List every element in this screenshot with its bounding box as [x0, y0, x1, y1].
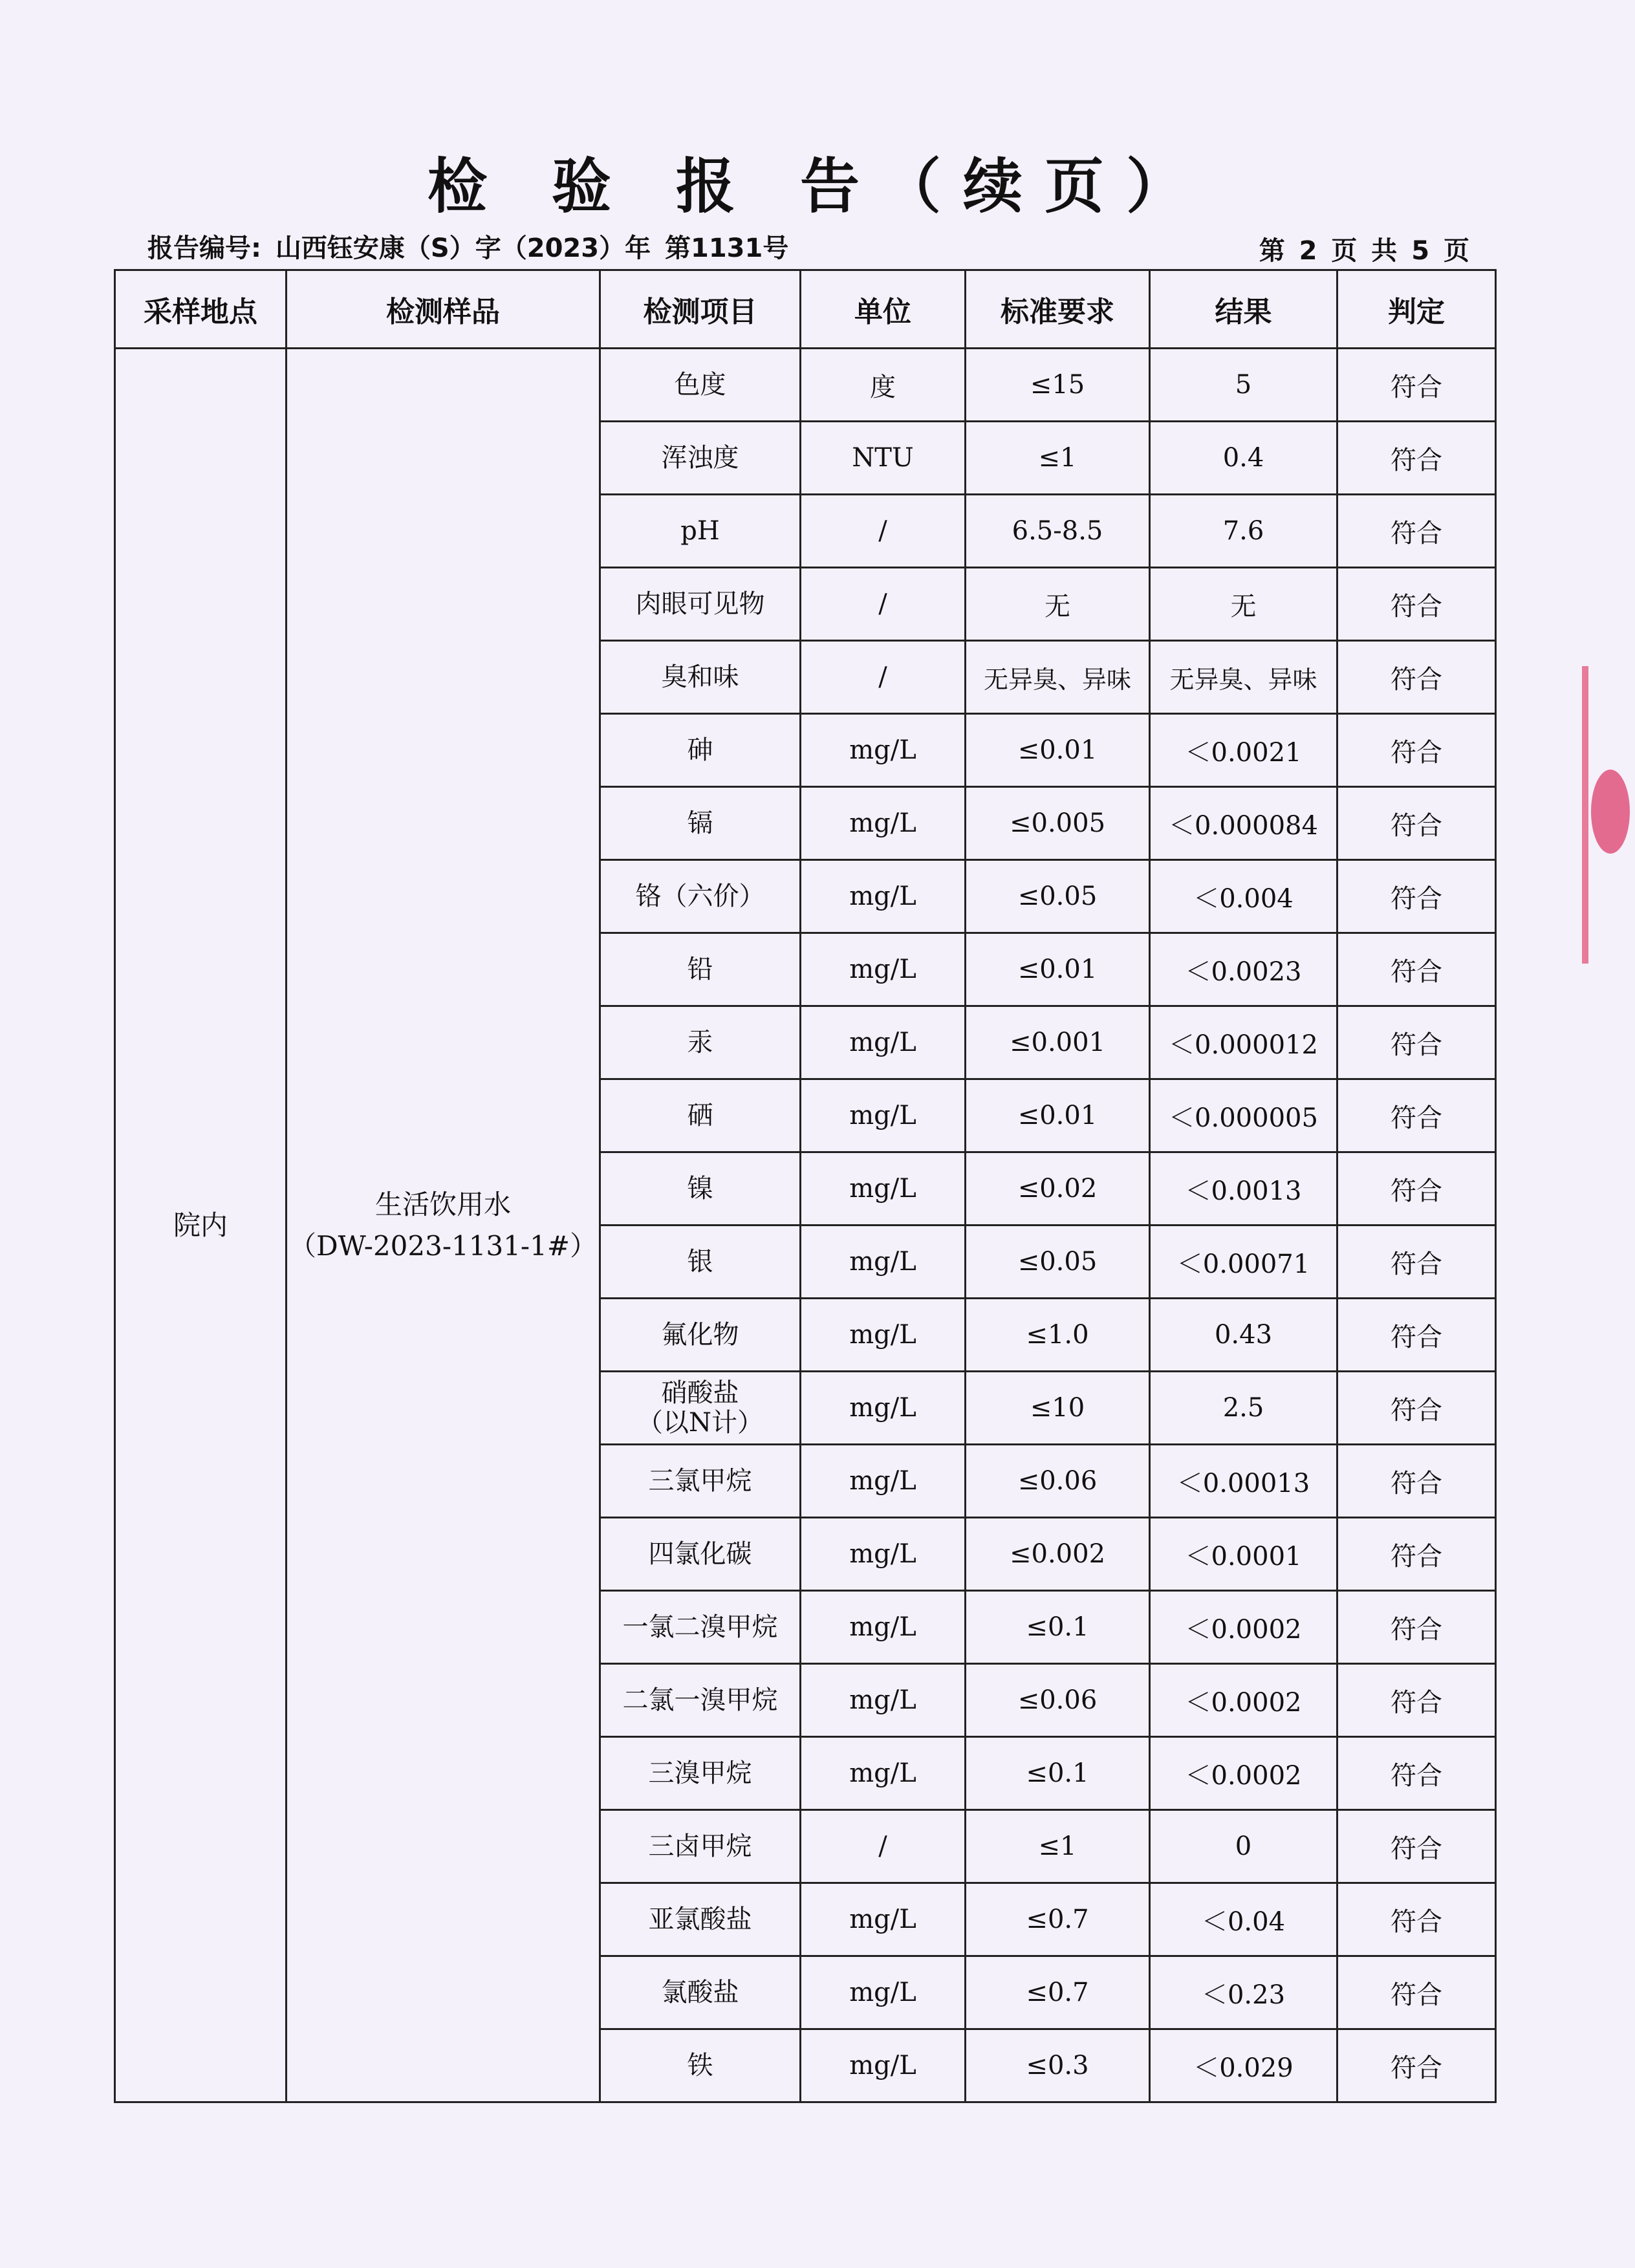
sample-code: （DW-2023-1131-1#） — [288, 1229, 598, 1262]
unit-cell: mg/L — [801, 1372, 966, 1445]
result-cell: 0.4 — [1150, 422, 1337, 495]
header-unit: 单位 — [801, 270, 966, 349]
standard-cell: ≤0.02 — [966, 1152, 1150, 1226]
sampling-site-cell: 院内 — [115, 349, 287, 2102]
unit-cell: mg/L — [801, 1737, 966, 1810]
verdict-cell: 符合 — [1337, 1299, 1496, 1372]
item-name-note: （以N计） — [637, 1408, 763, 1438]
standard-cell: ≤0.7 — [966, 1956, 1150, 2029]
unit-cell: mg/L — [801, 860, 966, 933]
standard-cell: ≤0.05 — [966, 1226, 1150, 1299]
unit-cell: mg/L — [801, 1591, 966, 1664]
unit-cell: mg/L — [801, 787, 966, 860]
item-cell: 三氯甲烷 — [600, 1445, 801, 1518]
standard-cell: ≤10 — [966, 1372, 1150, 1445]
verdict-cell: 符合 — [1337, 1445, 1496, 1518]
header-verdict: 判定 — [1337, 270, 1496, 349]
standard-cell: ≤1.0 — [966, 1299, 1150, 1372]
unit-cell: mg/L — [801, 1664, 966, 1737]
item-cell: 镉 — [600, 787, 801, 860]
item-cell: 铁 — [600, 2029, 801, 2102]
item-cell: 三溴甲烷 — [600, 1737, 801, 1810]
result-cell: ＜0.004 — [1150, 860, 1337, 933]
verdict-cell: 符合 — [1337, 2029, 1496, 2102]
standard-cell: ≤0.1 — [966, 1591, 1150, 1664]
item-cell: 硒 — [600, 1079, 801, 1152]
unit-cell: mg/L — [801, 1518, 966, 1591]
item-cell: 肉眼可见物 — [600, 568, 801, 641]
standard-cell: 无异臭、异味 — [966, 641, 1150, 714]
item-cell: 氯酸盐 — [600, 1956, 801, 2029]
verdict-cell: 符合 — [1337, 568, 1496, 641]
header-row — [115, 270, 1496, 349]
result-cell: ＜0.0023 — [1150, 933, 1337, 1006]
standard-cell: ≤0.01 — [966, 1079, 1150, 1152]
report-number-label: 报告编号: — [147, 233, 261, 263]
unit-cell: mg/L — [801, 1152, 966, 1226]
red-stamp-mark — [1591, 770, 1630, 854]
unit-cell: mg/L — [801, 714, 966, 787]
report-number — [147, 228, 794, 265]
page-info: 第 2 页 共 5 页 — [1259, 236, 1472, 266]
header-sampling-site: 采样地点 — [115, 270, 287, 349]
verdict-cell: 符合 — [1337, 1956, 1496, 2029]
item-name: 硝酸盐 — [661, 1378, 739, 1408]
result-cell: ＜0.0002 — [1150, 1664, 1337, 1737]
standard-cell: ≤1 — [966, 1810, 1150, 1883]
unit-cell: mg/L — [801, 1883, 966, 1956]
item-cell: 铅 — [600, 933, 801, 1006]
result-cell: ＜0.0001 — [1150, 1518, 1337, 1591]
unit-cell: / — [801, 641, 966, 714]
verdict-cell: 符合 — [1337, 349, 1496, 422]
result-cell: ＜0.04 — [1150, 1883, 1337, 1956]
unit-cell: mg/L — [801, 1006, 966, 1079]
standard-cell: 无 — [966, 568, 1150, 641]
result-cell: 7.6 — [1150, 495, 1337, 568]
result-cell: ＜0.0002 — [1150, 1737, 1337, 1810]
standard-cell: ≤0.05 — [966, 860, 1150, 933]
verdict-cell: 符合 — [1337, 787, 1496, 860]
unit-cell: / — [801, 495, 966, 568]
verdict-cell: 符合 — [1337, 1372, 1496, 1445]
unit-cell: / — [801, 568, 966, 641]
result-cell: ＜0.00071 — [1150, 1226, 1337, 1299]
table-row — [115, 349, 1496, 422]
item-cell: 镍 — [600, 1152, 801, 1226]
sample-cell — [287, 349, 600, 2102]
report-number-no: 第1131号 — [665, 233, 789, 263]
verdict-cell: 符合 — [1337, 1737, 1496, 1810]
unit-cell: mg/L — [801, 2029, 966, 2102]
verdict-cell: 符合 — [1337, 1006, 1496, 1079]
unit-cell: mg/L — [801, 1445, 966, 1518]
standard-cell: ≤0.001 — [966, 1006, 1150, 1079]
verdict-cell: 符合 — [1337, 1810, 1496, 1883]
item-cell: 铬（六价） — [600, 860, 801, 933]
item-cell: 氟化物 — [600, 1299, 801, 1372]
result-cell: ＜0.0013 — [1150, 1152, 1337, 1226]
result-cell: ＜0.0021 — [1150, 714, 1337, 787]
header-standard: 标准要求 — [966, 270, 1150, 349]
standard-cell: ≤0.01 — [966, 714, 1150, 787]
item-cell: 汞 — [600, 1006, 801, 1079]
unit-cell: / — [801, 1810, 966, 1883]
result-cell: ＜0.00013 — [1150, 1445, 1337, 1518]
result-cell: ＜0.000084 — [1150, 787, 1337, 860]
item-cell: 二氯一溴甲烷 — [600, 1664, 801, 1737]
result-cell: 5 — [1150, 349, 1337, 422]
standard-cell: ≤0.002 — [966, 1518, 1150, 1591]
item-cell: 四氯化碳 — [600, 1518, 801, 1591]
verdict-cell: 符合 — [1337, 1591, 1496, 1664]
result-cell: 2.5 — [1150, 1372, 1337, 1445]
standard-cell: ≤15 — [966, 349, 1150, 422]
unit-cell: mg/L — [801, 1299, 966, 1372]
verdict-cell: 符合 — [1337, 495, 1496, 568]
item-cell: 一氯二溴甲烷 — [600, 1591, 801, 1664]
standard-cell: ≤0.3 — [966, 2029, 1150, 2102]
header-item: 检测项目 — [600, 270, 801, 349]
unit-cell: mg/L — [801, 1226, 966, 1299]
standard-cell: ≤0.1 — [966, 1737, 1150, 1810]
verdict-cell: 符合 — [1337, 714, 1496, 787]
verdict-cell: 符合 — [1337, 1226, 1496, 1299]
verdict-cell: 符合 — [1337, 1883, 1496, 1956]
verdict-cell: 符合 — [1337, 1079, 1496, 1152]
unit-cell: NTU — [801, 422, 966, 495]
standard-cell: ≤0.06 — [966, 1664, 1150, 1737]
unit-cell: mg/L — [801, 933, 966, 1006]
unit-cell: mg/L — [801, 1956, 966, 2029]
result-cell: 0 — [1150, 1810, 1337, 1883]
standard-cell: ≤0.01 — [966, 933, 1150, 1006]
results-table — [114, 269, 1497, 2103]
item-cell: 色度 — [600, 349, 801, 422]
result-cell: 无异臭、异味 — [1150, 641, 1337, 714]
verdict-cell: 符合 — [1337, 1152, 1496, 1226]
header-result: 结果 — [1150, 270, 1337, 349]
result-cell: ＜0.0002 — [1150, 1591, 1337, 1664]
header-sample: 检测样品 — [287, 270, 600, 349]
item-cell: pH — [600, 495, 801, 568]
standard-cell: ≤0.06 — [966, 1445, 1150, 1518]
standard-cell: ≤1 — [966, 422, 1150, 495]
result-cell: ＜0.000012 — [1150, 1006, 1337, 1079]
result-cell: ＜0.23 — [1150, 1956, 1337, 2029]
report-title: 检 验 报 告（续页） — [427, 152, 1208, 221]
item-cell: 砷 — [600, 714, 801, 787]
sample-name: 生活饮用水 — [374, 1188, 511, 1220]
result-cell: ＜0.000005 — [1150, 1079, 1337, 1152]
result-cell: 无 — [1150, 568, 1337, 641]
unit-cell: 度 — [801, 349, 966, 422]
result-cell: 0.43 — [1150, 1299, 1337, 1372]
verdict-cell: 符合 — [1337, 933, 1496, 1006]
standard-cell: ≤0.005 — [966, 787, 1150, 860]
verdict-cell: 符合 — [1337, 422, 1496, 495]
item-cell: 三卤甲烷 — [600, 1810, 801, 1883]
item-cell: 亚氯酸盐 — [600, 1883, 801, 1956]
verdict-cell: 符合 — [1337, 1664, 1496, 1737]
item-cell: 臭和味 — [600, 641, 801, 714]
verdict-cell: 符合 — [1337, 641, 1496, 714]
verdict-cell: 符合 — [1337, 1518, 1496, 1591]
standard-cell: ≤0.7 — [966, 1883, 1150, 1956]
verdict-cell: 符合 — [1337, 860, 1496, 933]
unit-cell: mg/L — [801, 1079, 966, 1152]
report-number-value: 山西钰安康（S）字（2023）年 — [275, 233, 651, 263]
item-cell — [600, 1372, 801, 1445]
item-cell: 银 — [600, 1226, 801, 1299]
standard-cell: 6.5-8.5 — [966, 495, 1150, 568]
item-cell: 浑浊度 — [600, 422, 801, 495]
result-cell: ＜0.029 — [1150, 2029, 1337, 2102]
